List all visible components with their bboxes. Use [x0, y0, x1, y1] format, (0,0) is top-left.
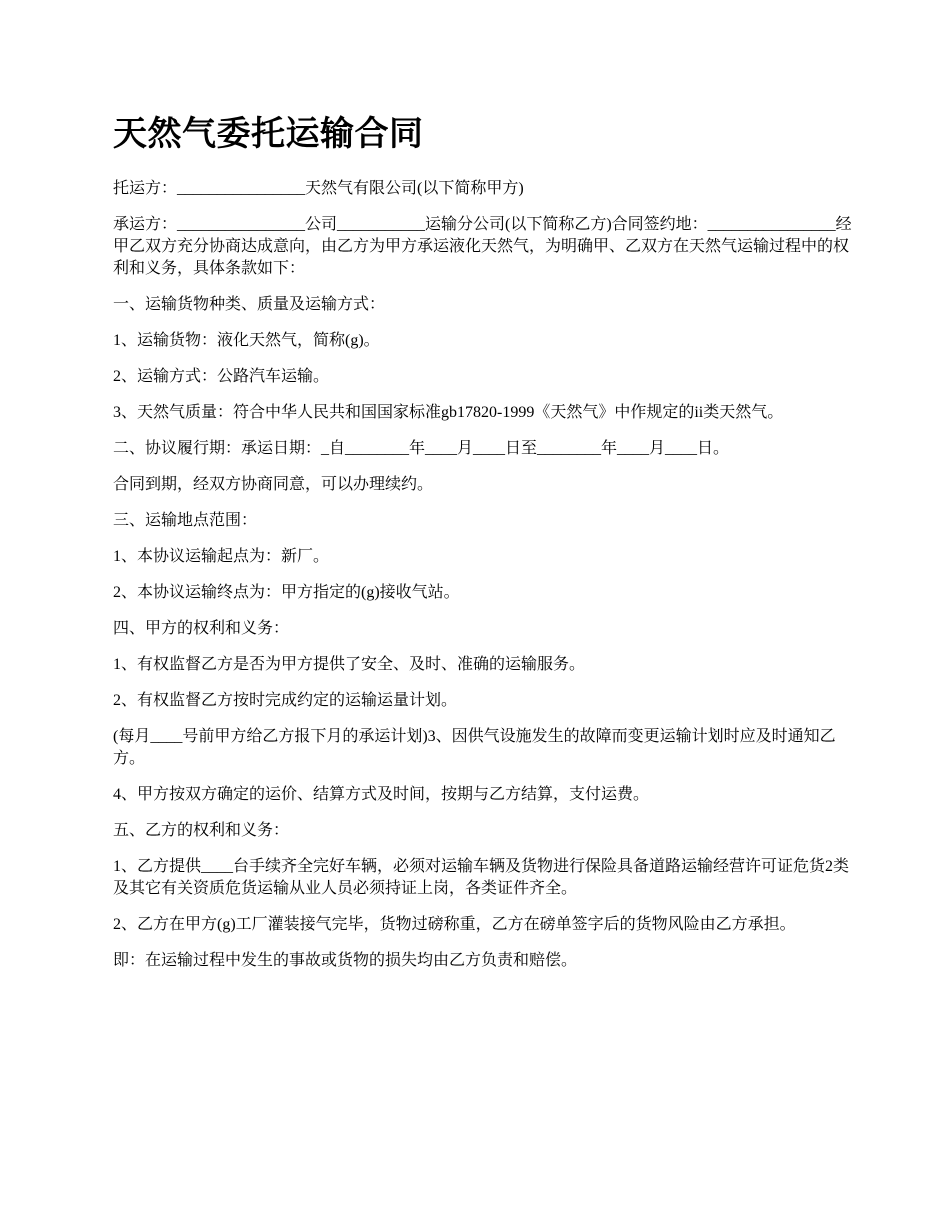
paragraph: 4、甲方按双方确定的运价、结算方式及时间，按期与乙方结算，支付运费。 [113, 786, 650, 803]
paragraph: 2、有权监督乙方按时完成约定的运输运量计划。 [113, 692, 458, 709]
paragraph: 2、乙方在甲方(g)工厂灌装接气完毕，货物过磅称重，乙方在磅单签字后的货物风险由乙方承担。 [113, 916, 796, 933]
document-title: 天然气委托运输合同 [113, 116, 424, 153]
section-heading-2: 二、协议履行期：承运日期：_自________年____月____日至________年____月____日。 [113, 440, 730, 457]
paragraph-consignor: 托运方：________________天然气有限公司(以下简称甲方) [113, 180, 524, 197]
paragraph: 合同到期，经双方协商同意，可以办理续约。 [113, 476, 434, 493]
paragraph: (每月____号前甲方给乙方报下月的承运计划)3、因供气设施发生的故障而变更运输计划时应及时通知乙方。 [113, 728, 836, 767]
paragraph: 2、运输方式：公路汽车运输。 [113, 368, 330, 385]
paragraph-carrier: 承运方：________________公司___________运输分公司(以下简称乙方)合同签约地：________________经甲乙双方充分协商达成意向，由乙方为甲方承运液化天然气，为明确甲、乙双方在天然气运输过程中的权利和义务，具体条款如下： [113, 216, 852, 277]
section-heading-4: 四、甲方的权利和义务： [113, 620, 290, 637]
section-heading-3: 三、运输地点范围： [113, 512, 258, 529]
paragraph: 1、乙方提供____台手续齐全完好车辆，必须对运输车辆及货物进行保险具备道路运输经营许可证危货2类及其它有关资质危货运输从业人员必须持证上岗，各类证件齐全。 [113, 858, 850, 897]
paragraph: 3、天然气质量：符合中华人民共和国国家标准gb17820-1999《天然气》中作规定的ii类天然气。 [113, 404, 784, 421]
paragraph: 1、有权监督乙方是否为甲方提供了安全、及时、准确的运输服务。 [113, 656, 586, 673]
paragraph: 1、运输货物：液化天然气，简称(g)。 [113, 332, 380, 349]
paragraph: 即：在运输过程中发生的事故或货物的损失均由乙方负责和赔偿。 [113, 952, 578, 969]
document-body [113, 178, 855, 986]
paragraph: 2、本协议运输终点为：甲方指定的(g)接收气站。 [113, 584, 460, 601]
section-heading-5: 五、乙方的权利和义务： [113, 822, 290, 839]
paragraph: 1、本协议运输起点为：新厂。 [113, 548, 330, 565]
section-heading-1: 一、运输货物种类、质量及运输方式： [113, 296, 386, 313]
